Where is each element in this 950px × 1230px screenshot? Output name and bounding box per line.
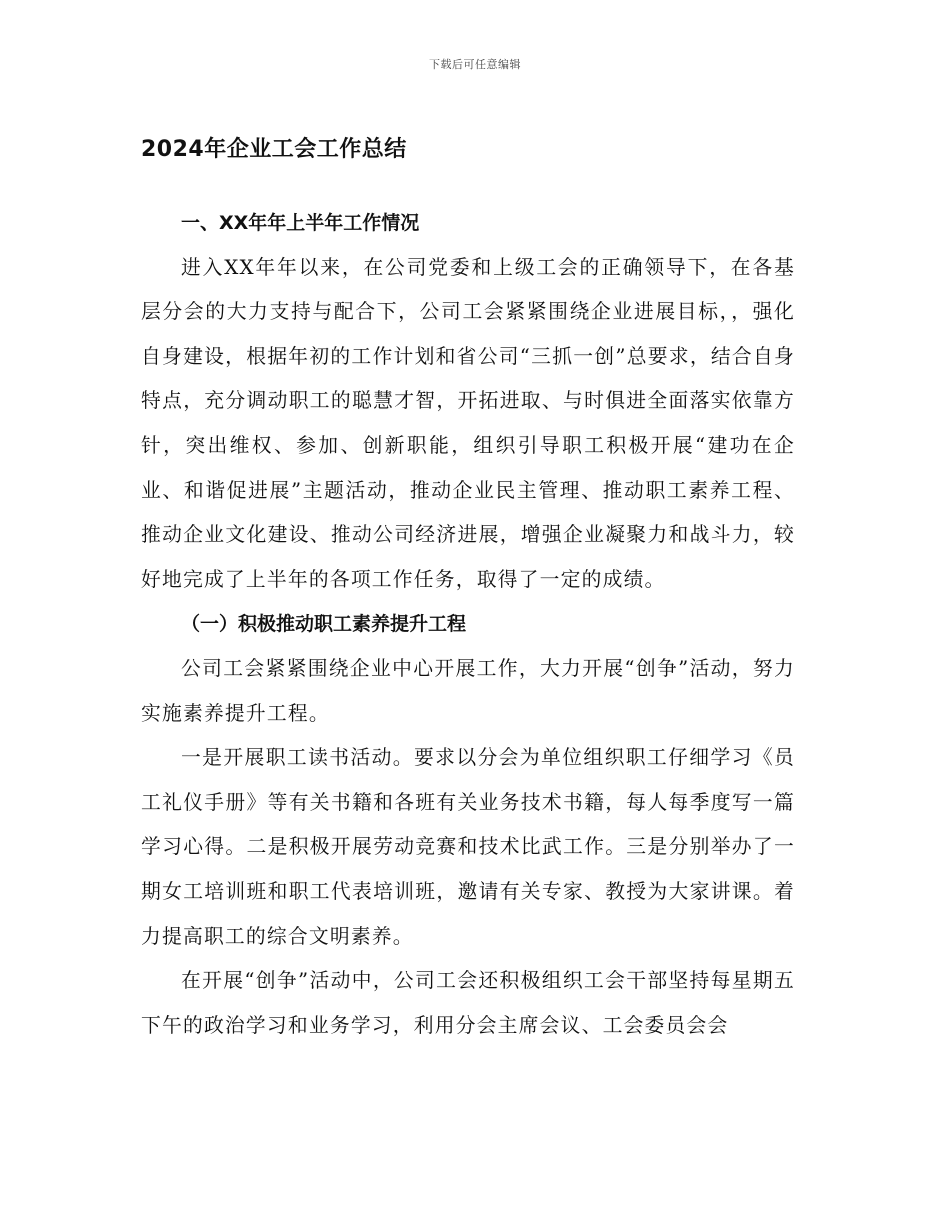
document-title: 2024年企业工会工作总结 (141, 137, 407, 162)
subsection-heading: （一）积极推动职工素养提升工程 (181, 613, 467, 636)
subsection-paragraph-1: 公司工会紧紧围绕企业中心开展工作，大力开展“创争”活动，努力实施素养提升工程。 (141, 656, 795, 725)
document-body (141, 128, 795, 1048)
section-paragraph: 进入XX年年以来，在公司党委和上级工会的正确领导下，在各基层分会的大力支持与配合下，公司工会紧紧围绕企业进展目标，，强化自身建设，根据年初的工作计划和省公司“三抓一创”总要求，结合自身特点，充分调动职工的聪慧才智，开拓进取、与时俱进全面落实依靠方针，突出维权、参加、创新职能，组织引导职工积极开展“建功在企业、和谐促进展”主题活动，推动企业民主管理、推动职工素养工程、推动企业文化建设、推动公司经济进展，增强企业凝聚力和战斗力，较好地完成了上半年的各项工作任务，取得了一定的成绩。 (141, 255, 795, 591)
subsection-paragraph-2: 一是开展职工读书活动。要求以分会为单位组织职工仔细学习《员工礼仪手册》等有关书籍和各班有关业务技术书籍，每人每季度写一篇学习心得。二是积极开展劳动竞赛和技术比武工作。三是分别举办了一期女工培训班和职工代表培训班，邀请有关专家、教授为大家讲课。着力提高职工的综合文明素养。 (141, 746, 795, 948)
page-header-note: 下载后可任意编辑 (429, 58, 521, 71)
section-heading: 一、XX年年上半年工作情况 (181, 212, 420, 234)
subsection-paragraph-3: 在开展“创争”活动中，公司工会还积极组织工会干部坚持每星期五下午的政治学习和业务学习，利用分会主席会议、工会委员会会 (141, 969, 795, 1037)
